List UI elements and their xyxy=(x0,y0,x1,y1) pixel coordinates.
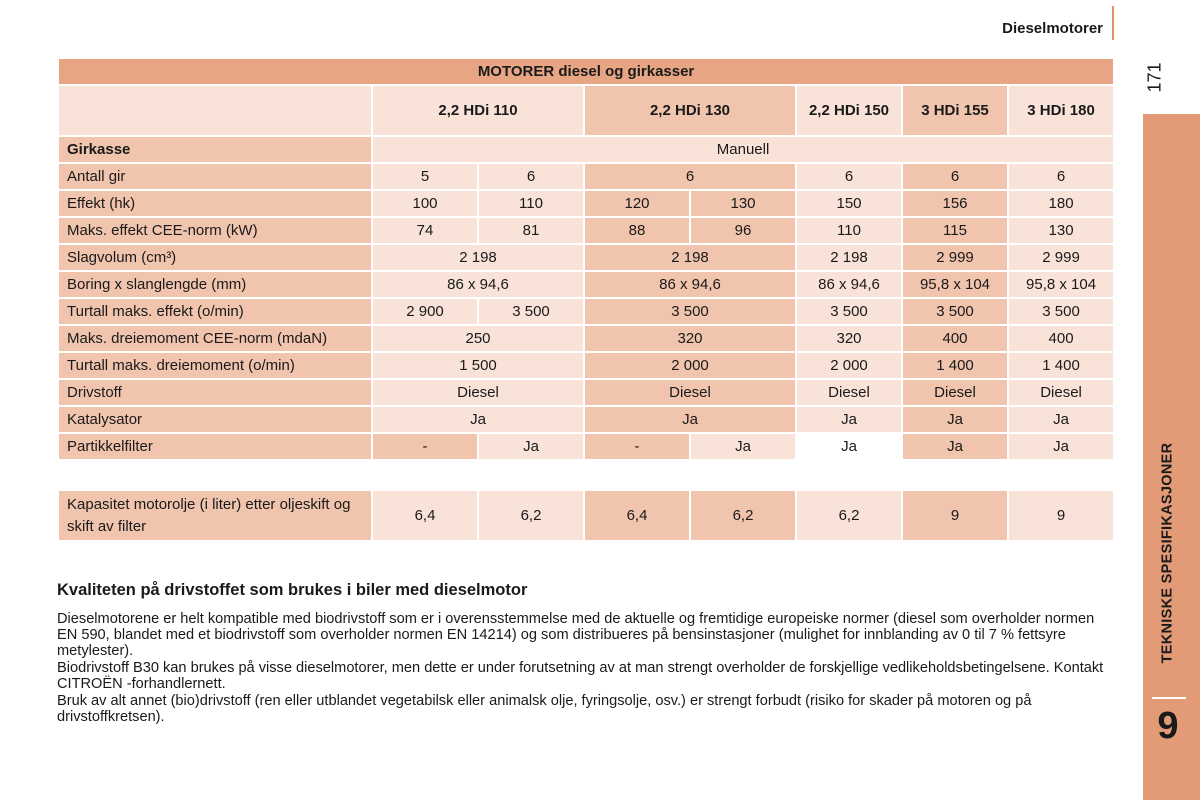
table-cell: 81 xyxy=(478,217,584,244)
table-cell: 88 xyxy=(584,217,690,244)
table-cell: 1 400 xyxy=(1008,352,1114,379)
page-number xyxy=(1140,60,1170,94)
table-cell: 86 x 94,6 xyxy=(796,271,902,298)
table-cell: 3 500 xyxy=(1008,298,1114,325)
table-row xyxy=(58,190,1114,217)
table-cell: 6 xyxy=(1008,163,1114,190)
table-cell: 6,2 xyxy=(690,490,796,541)
table-cell: Diesel xyxy=(902,379,1008,406)
engine-spec-table xyxy=(57,57,1115,542)
chapter-tab-text: TEKNISKE SPESIFIKASJONER xyxy=(1159,442,1175,664)
engine-header: 3 HDi 155 xyxy=(902,85,1008,136)
table-cell: - xyxy=(372,433,478,460)
engine-header: 2,2 HDi 110 xyxy=(372,85,584,136)
table-cell: Manuell xyxy=(372,136,1114,163)
table-cell: 6,4 xyxy=(372,490,478,541)
table-cell: 96 xyxy=(690,217,796,244)
table-cell: 2 999 xyxy=(1008,244,1114,271)
section-heading: Kvaliteten på drivstoffet som brukes i biler med dieselmotor xyxy=(57,581,528,599)
table-cell: 110 xyxy=(796,217,902,244)
table-row xyxy=(58,352,1114,379)
table-cell: Diesel xyxy=(584,379,796,406)
table-cell: Ja xyxy=(584,406,796,433)
table-title: MOTORER diesel og girkasser xyxy=(58,58,1114,85)
paragraph: Dieselmotorene er helt kompatible med biodrivstoff som er i overensstemmelse med de aktuelle og fremtidige europeiske normer (diesel som overholder normen EN 590, blandet med et biodrivstoff som overholder normen EN 14214) og som distribueres på bensinstasjoner (mulighet for innblanding av 0 til 7 % fettsyre metylester). xyxy=(57,611,1095,659)
table-header-row xyxy=(58,85,1114,136)
row-label: Drivstoff xyxy=(58,379,372,406)
page-header-title: Dieselmotorer xyxy=(1002,20,1103,37)
table-row xyxy=(58,298,1114,325)
table-cell: 95,8 x 104 xyxy=(902,271,1008,298)
table-cell: 130 xyxy=(1008,217,1114,244)
table-cell: 115 xyxy=(902,217,1008,244)
engine-header: 2,2 HDi 130 xyxy=(584,85,796,136)
table-cell: 2 198 xyxy=(372,244,584,271)
table-cell: Ja xyxy=(372,406,584,433)
table-cell: 110 xyxy=(478,190,584,217)
table-cell: Ja xyxy=(690,433,796,460)
table-cell: Ja xyxy=(796,433,902,460)
table-cell: 3 500 xyxy=(478,298,584,325)
table-cell: 6,2 xyxy=(796,490,902,541)
table-cell: 86 x 94,6 xyxy=(372,271,584,298)
paragraph: Biodrivstoff B30 kan brukes på visse dieselmotorer, men dette er under forutsetning av at man strengt overholder de forskjellige vedlikeholdsbetingelsene. Kontakt CITROËN -forhandlernett. xyxy=(57,660,1104,692)
table-row xyxy=(58,244,1114,271)
table-cell: 9 xyxy=(902,490,1008,541)
header-empty-cell xyxy=(58,85,372,136)
table-cell: 100 xyxy=(372,190,478,217)
table-cell: Diesel xyxy=(796,379,902,406)
engine-header: 2,2 HDi 150 xyxy=(796,85,902,136)
table-cell: 120 xyxy=(584,190,690,217)
table-cell: 130 xyxy=(690,190,796,217)
table-cell: 1 500 xyxy=(372,352,584,379)
table-cell: 86 x 94,6 xyxy=(584,271,796,298)
row-label: Partikkelfilter xyxy=(58,433,372,460)
row-label: Maks. dreiemoment CEE-norm (mdaN) xyxy=(58,325,372,352)
table-cell: 6,4 xyxy=(584,490,690,541)
row-label: Antall gir xyxy=(58,163,372,190)
table-cell: Ja xyxy=(902,433,1008,460)
table-cell: 250 xyxy=(372,325,584,352)
table-cell: 400 xyxy=(902,325,1008,352)
row-label: Slagvolum (cm³) xyxy=(58,244,372,271)
table-cell: 2 000 xyxy=(584,352,796,379)
table-spacer-row xyxy=(58,460,1114,490)
table-cell: 6 xyxy=(902,163,1008,190)
table-cell: 3 500 xyxy=(584,298,796,325)
table-cell: 6,2 xyxy=(478,490,584,541)
row-label: Kapasitet motorolje (i liter) etter oljeskift og skift av filter xyxy=(58,490,372,541)
table-cell: 2 198 xyxy=(584,244,796,271)
table-row xyxy=(58,325,1114,352)
table-cell: 156 xyxy=(902,190,1008,217)
chapter-tab-label xyxy=(1142,408,1192,698)
table-title-row xyxy=(58,58,1114,85)
table-cell: Ja xyxy=(478,433,584,460)
table-cell: Ja xyxy=(902,406,1008,433)
table-cell: 1 400 xyxy=(902,352,1008,379)
table-cell: - xyxy=(584,433,690,460)
section-body xyxy=(57,611,1117,726)
table-row xyxy=(58,217,1114,244)
chapter-tab-divider xyxy=(1152,697,1186,699)
table-cell: 6 xyxy=(478,163,584,190)
table-cell: 400 xyxy=(1008,325,1114,352)
engine-header: 3 HDi 180 xyxy=(1008,85,1114,136)
table-cell: Diesel xyxy=(1008,379,1114,406)
table-cell: Ja xyxy=(1008,406,1114,433)
chapter-number: 9 xyxy=(1157,705,1179,747)
table-spacer xyxy=(58,460,1114,490)
table-cell: 6 xyxy=(796,163,902,190)
table-cell: 320 xyxy=(584,325,796,352)
table-cell: 180 xyxy=(1008,190,1114,217)
row-label: Turtall maks. effekt (o/min) xyxy=(58,298,372,325)
table-cell: 95,8 x 104 xyxy=(1008,271,1114,298)
table-cell: 150 xyxy=(796,190,902,217)
header-divider xyxy=(1112,6,1114,40)
table-row xyxy=(58,163,1114,190)
page-number-text: 171 xyxy=(1144,61,1165,93)
table-cell: 74 xyxy=(372,217,478,244)
paragraph: Bruk av alt annet (bio)drivstoff (ren eller utblandet vegetabilsk eller animalsk olje, fyringsolje, osv.) er strengt forbudt (risiko for skader på motoren og på drivstoffkretsen). xyxy=(57,693,1032,725)
table-cell: 3 500 xyxy=(902,298,1008,325)
table-row xyxy=(58,271,1114,298)
table-cell: Diesel xyxy=(372,379,584,406)
table-cell: 2 198 xyxy=(796,244,902,271)
table-cell: 2 900 xyxy=(372,298,478,325)
table-row xyxy=(58,136,1114,163)
row-label: Maks. effekt CEE-norm (kW) xyxy=(58,217,372,244)
row-label: Girkasse xyxy=(58,136,372,163)
row-label: Effekt (hk) xyxy=(58,190,372,217)
table-row xyxy=(58,379,1114,406)
row-label: Boring x slanglengde (mm) xyxy=(58,271,372,298)
table-cell: 2 000 xyxy=(796,352,902,379)
table-row xyxy=(58,406,1114,433)
table-row xyxy=(58,433,1114,460)
table-cell: 5 xyxy=(372,163,478,190)
table-cell: 9 xyxy=(1008,490,1114,541)
table-cell: Ja xyxy=(796,406,902,433)
row-label: Katalysator xyxy=(58,406,372,433)
table-cell: Ja xyxy=(1008,433,1114,460)
table-row xyxy=(58,490,1114,541)
table-cell: 3 500 xyxy=(796,298,902,325)
table-cell: 6 xyxy=(584,163,796,190)
row-label: Turtall maks. dreiemoment (o/min) xyxy=(58,352,372,379)
table-cell: 2 999 xyxy=(902,244,1008,271)
table-cell: 320 xyxy=(796,325,902,352)
